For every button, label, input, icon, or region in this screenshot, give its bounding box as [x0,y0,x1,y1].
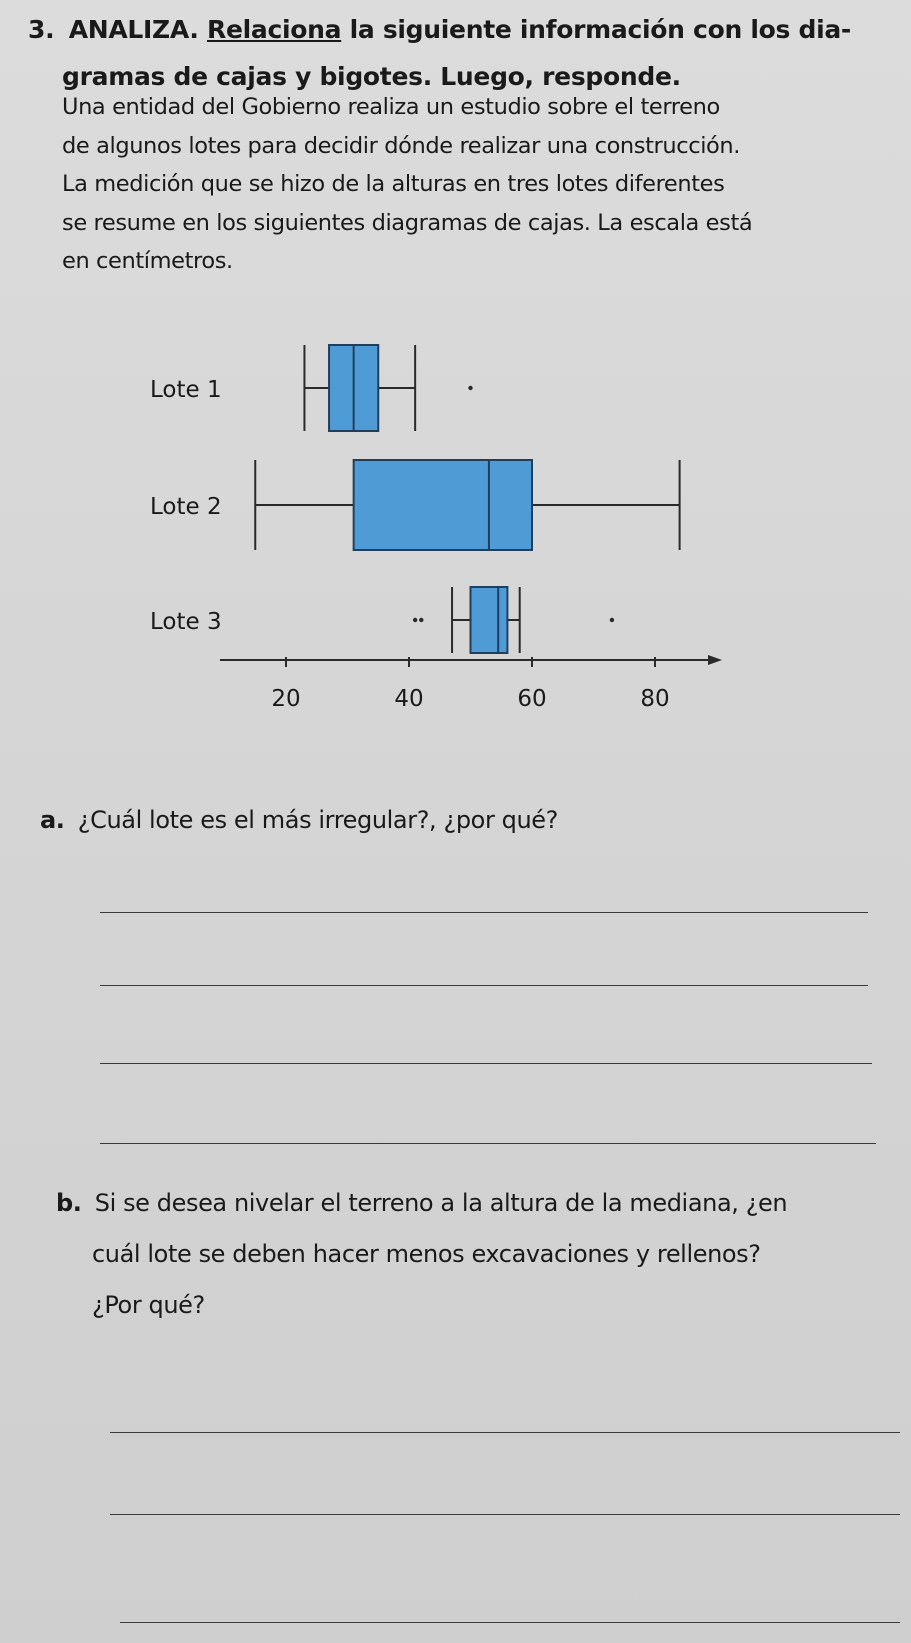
instruction-keyword: Relaciona [207,15,342,44]
outlier-point-lote-3-0 [413,618,417,622]
outlier-point-lote-1-0 [468,386,472,390]
intro-paragraph [62,88,852,281]
answer-line[interactable] [100,1063,872,1064]
answer-line[interactable] [100,1143,876,1144]
question-letter: b. [56,1189,82,1217]
instruction-line-2: gramas de cajas y bigotes. Luego, responde. [62,62,681,91]
answer-line[interactable] [100,912,868,913]
answer-line[interactable] [110,1514,900,1515]
x-tick-label-60: 60 [517,686,547,712]
intro-line: Una entidad del Gobierno realiza un estudio sobre el terreno [62,94,720,120]
box-plot-chart [0,320,760,740]
series-label-lote-1: Lote 1 [150,377,222,403]
intro-line: en centímetros. [62,248,233,274]
instruction-line-1: la siguiente información con los dia- [349,15,851,44]
outlier-point-lote-3-2 [610,618,614,622]
x-axis-arrow [708,655,722,665]
x-tick-label-80: 80 [640,686,670,712]
answer-line[interactable] [100,985,868,986]
question-text: ¿Por qué? [92,1291,205,1319]
box-lote-2 [354,460,532,550]
series-label-lote-2: Lote 2 [150,494,222,520]
question-text: ¿Cuál lote es el más irregular?, ¿por qué? [77,806,559,834]
exercise-number: 3. [28,15,55,44]
question-text: Si se desea nivelar el terreno a la altura de la mediana, ¿en [94,1189,788,1217]
question-a [40,795,558,846]
box-lote-3 [471,587,508,653]
question-letter: a. [40,806,65,834]
x-tick-label-40: 40 [394,686,424,712]
intro-line: de algunos lotes para decidir dónde realizar una construcción. [62,132,741,159]
series-label-lote-3: Lote 3 [150,609,222,635]
exercise-keyword: ANALIZA. [68,15,199,44]
answer-line[interactable] [110,1432,900,1433]
question-b [56,1178,787,1331]
answer-line[interactable] [120,1622,900,1623]
intro-line: se resume en los siguientes diagramas de cajas. La escala está [62,209,753,236]
outlier-point-lote-3-1 [419,618,423,622]
intro-line: La medición que se hizo de la alturas en tres lotes diferentes [62,171,725,197]
exercise-heading [28,6,888,100]
x-tick-label-20: 20 [271,686,301,712]
heading-line-1 [28,6,888,53]
question-text: cuál lote se deben hacer menos excavaciones y rellenos? [92,1240,761,1268]
